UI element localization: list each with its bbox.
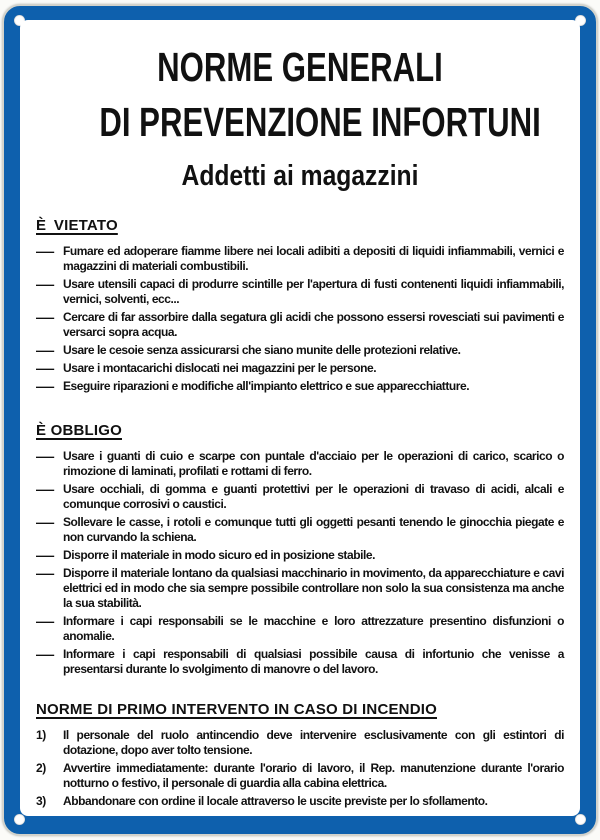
dash-bullet-icon: — [36,378,54,394]
list-item [36,794,564,809]
rule-text: Abbandonare con ordine il locale attraverso le uscite previste per lo sfollamento. [63,794,488,808]
rule-text: Informare i capi responsabili di qualsiasi possibile causa di infortunio che venisse a presentarsi durante lo svolgimento di manovre o del lavoro. [63,647,564,676]
section-vietato [36,217,564,394]
list-item [36,647,564,677]
list-item [36,482,564,512]
list-item [36,449,564,479]
rule-text: Disporre il materiale lontano da qualsiasi macchinario in movimento, da apparecchiature e cavi elettrici ed in modo che sia sempre possibile controllare non solo la sua consistenza ma anche la sua stabilità. [63,566,564,610]
list-item [36,310,564,340]
dash-bullet-icon: — [36,309,54,325]
dash-bullet-icon: — [36,547,54,563]
section-obbligo [36,422,564,677]
dash-bullet-icon: — [36,342,54,358]
dash-bullet-icon: — [36,646,54,662]
section-incendio-heading: NORME DI PRIMO INTERVENTO IN CASO DI INCENDIO [36,701,437,718]
rule-text: Usare utensili capaci di produrre scintille per l'apertura di fusti contenenti liquidi infiammabili, vernici, solventi, ecc... [63,277,564,306]
dash-bullet-icon: — [36,360,54,376]
list-item [36,728,564,758]
section-obbligo-heading: È OBBLIGO [36,422,122,439]
list-item [36,566,564,611]
title-line-1: NORME GENERALI [157,44,443,90]
dash-bullet-icon: — [36,613,54,629]
screw-hole-bottom-right-icon [575,814,586,825]
number-bullet: 3) [36,794,46,808]
rule-text: Usare le cesoie senza assicurarsi che siano munite delle protezioni relative. [63,343,461,357]
sign-plate [2,4,598,836]
list-item [36,277,564,307]
rule-text: Il personale del ruolo antincendio deve intervenire esclusivamente con gli estintori di dotazione, dopo aver tolto tensione. [63,728,564,757]
dash-bullet-icon: — [36,481,54,497]
number-bullet: 2) [36,761,46,775]
rule-text: Usare occhiali, di gomma e guanti protettivi per le operazioni di travaso di acidi, alcali e comunque corrosivi o caustici. [63,482,564,511]
dash-bullet-icon: — [36,565,54,581]
list-item [36,343,564,358]
list-item [36,379,564,394]
rule-text: Avvertire immediatamente: durante l'orario di lavoro, il Rep. manutenzione durante l'orario notturno o festivo, il personale di guardia alla cabina elettrica. [63,761,564,790]
rule-text: Eseguire riparazioni e modifiche all'impianto elettrico e sue apparecchiatture. [63,379,470,393]
section-vietato-heading: È VIETATO [36,217,118,234]
dash-bullet-icon: — [36,276,54,292]
list-item [36,515,564,545]
rule-text: Sollevare le casse, i rotoli e comunque tutti gli oggetti pesanti tenendo le ginocchia piegate e non curvando la schiena. [63,515,564,544]
rule-text: Usare i guanti di cuio e scarpe con puntale d'acciaio per le operazioni di carico, scarico o rimozione di laminati, profilati e rottami di ferro. [63,449,564,478]
dash-bullet-icon: — [36,514,54,530]
list-item [36,548,564,563]
dash-bullet-icon: — [36,243,54,259]
title-line-2: DI PREVENZIONE INFORTUNI [99,99,541,145]
list-item [36,761,564,791]
section-incendio [36,701,564,809]
dash-bullet-icon: — [36,448,54,464]
sign-title [36,40,564,150]
rule-text: Cercare di far assorbire dalla segatura gli acidi che possono essersi rovesciati sui pavimenti e versarci sopra acqua. [63,310,564,339]
screw-hole-bottom-left-icon [14,814,25,825]
sign-subtitle: Addetti ai magazzini [181,160,419,192]
list-item [36,614,564,644]
sign-panel [20,20,580,816]
rule-text: Fumare ed adoperare fiamme libere nei locali adibiti a depositi di liquidi infiammabili, vernici e magazzini di materiali combustibili. [63,244,564,273]
list-item [36,244,564,274]
rule-text: Informare i capi responsabili se le macchine e loro attrezzature presentino disfunzioni o anomalie. [63,614,564,643]
number-bullet: 1) [36,728,46,742]
list-item [36,361,564,376]
rule-text: Usare i montacarichi dislocati nei magazzini per le persone. [63,361,377,375]
rule-text: Disporre il materiale in modo sicuro ed in posizione stabile. [63,548,375,562]
